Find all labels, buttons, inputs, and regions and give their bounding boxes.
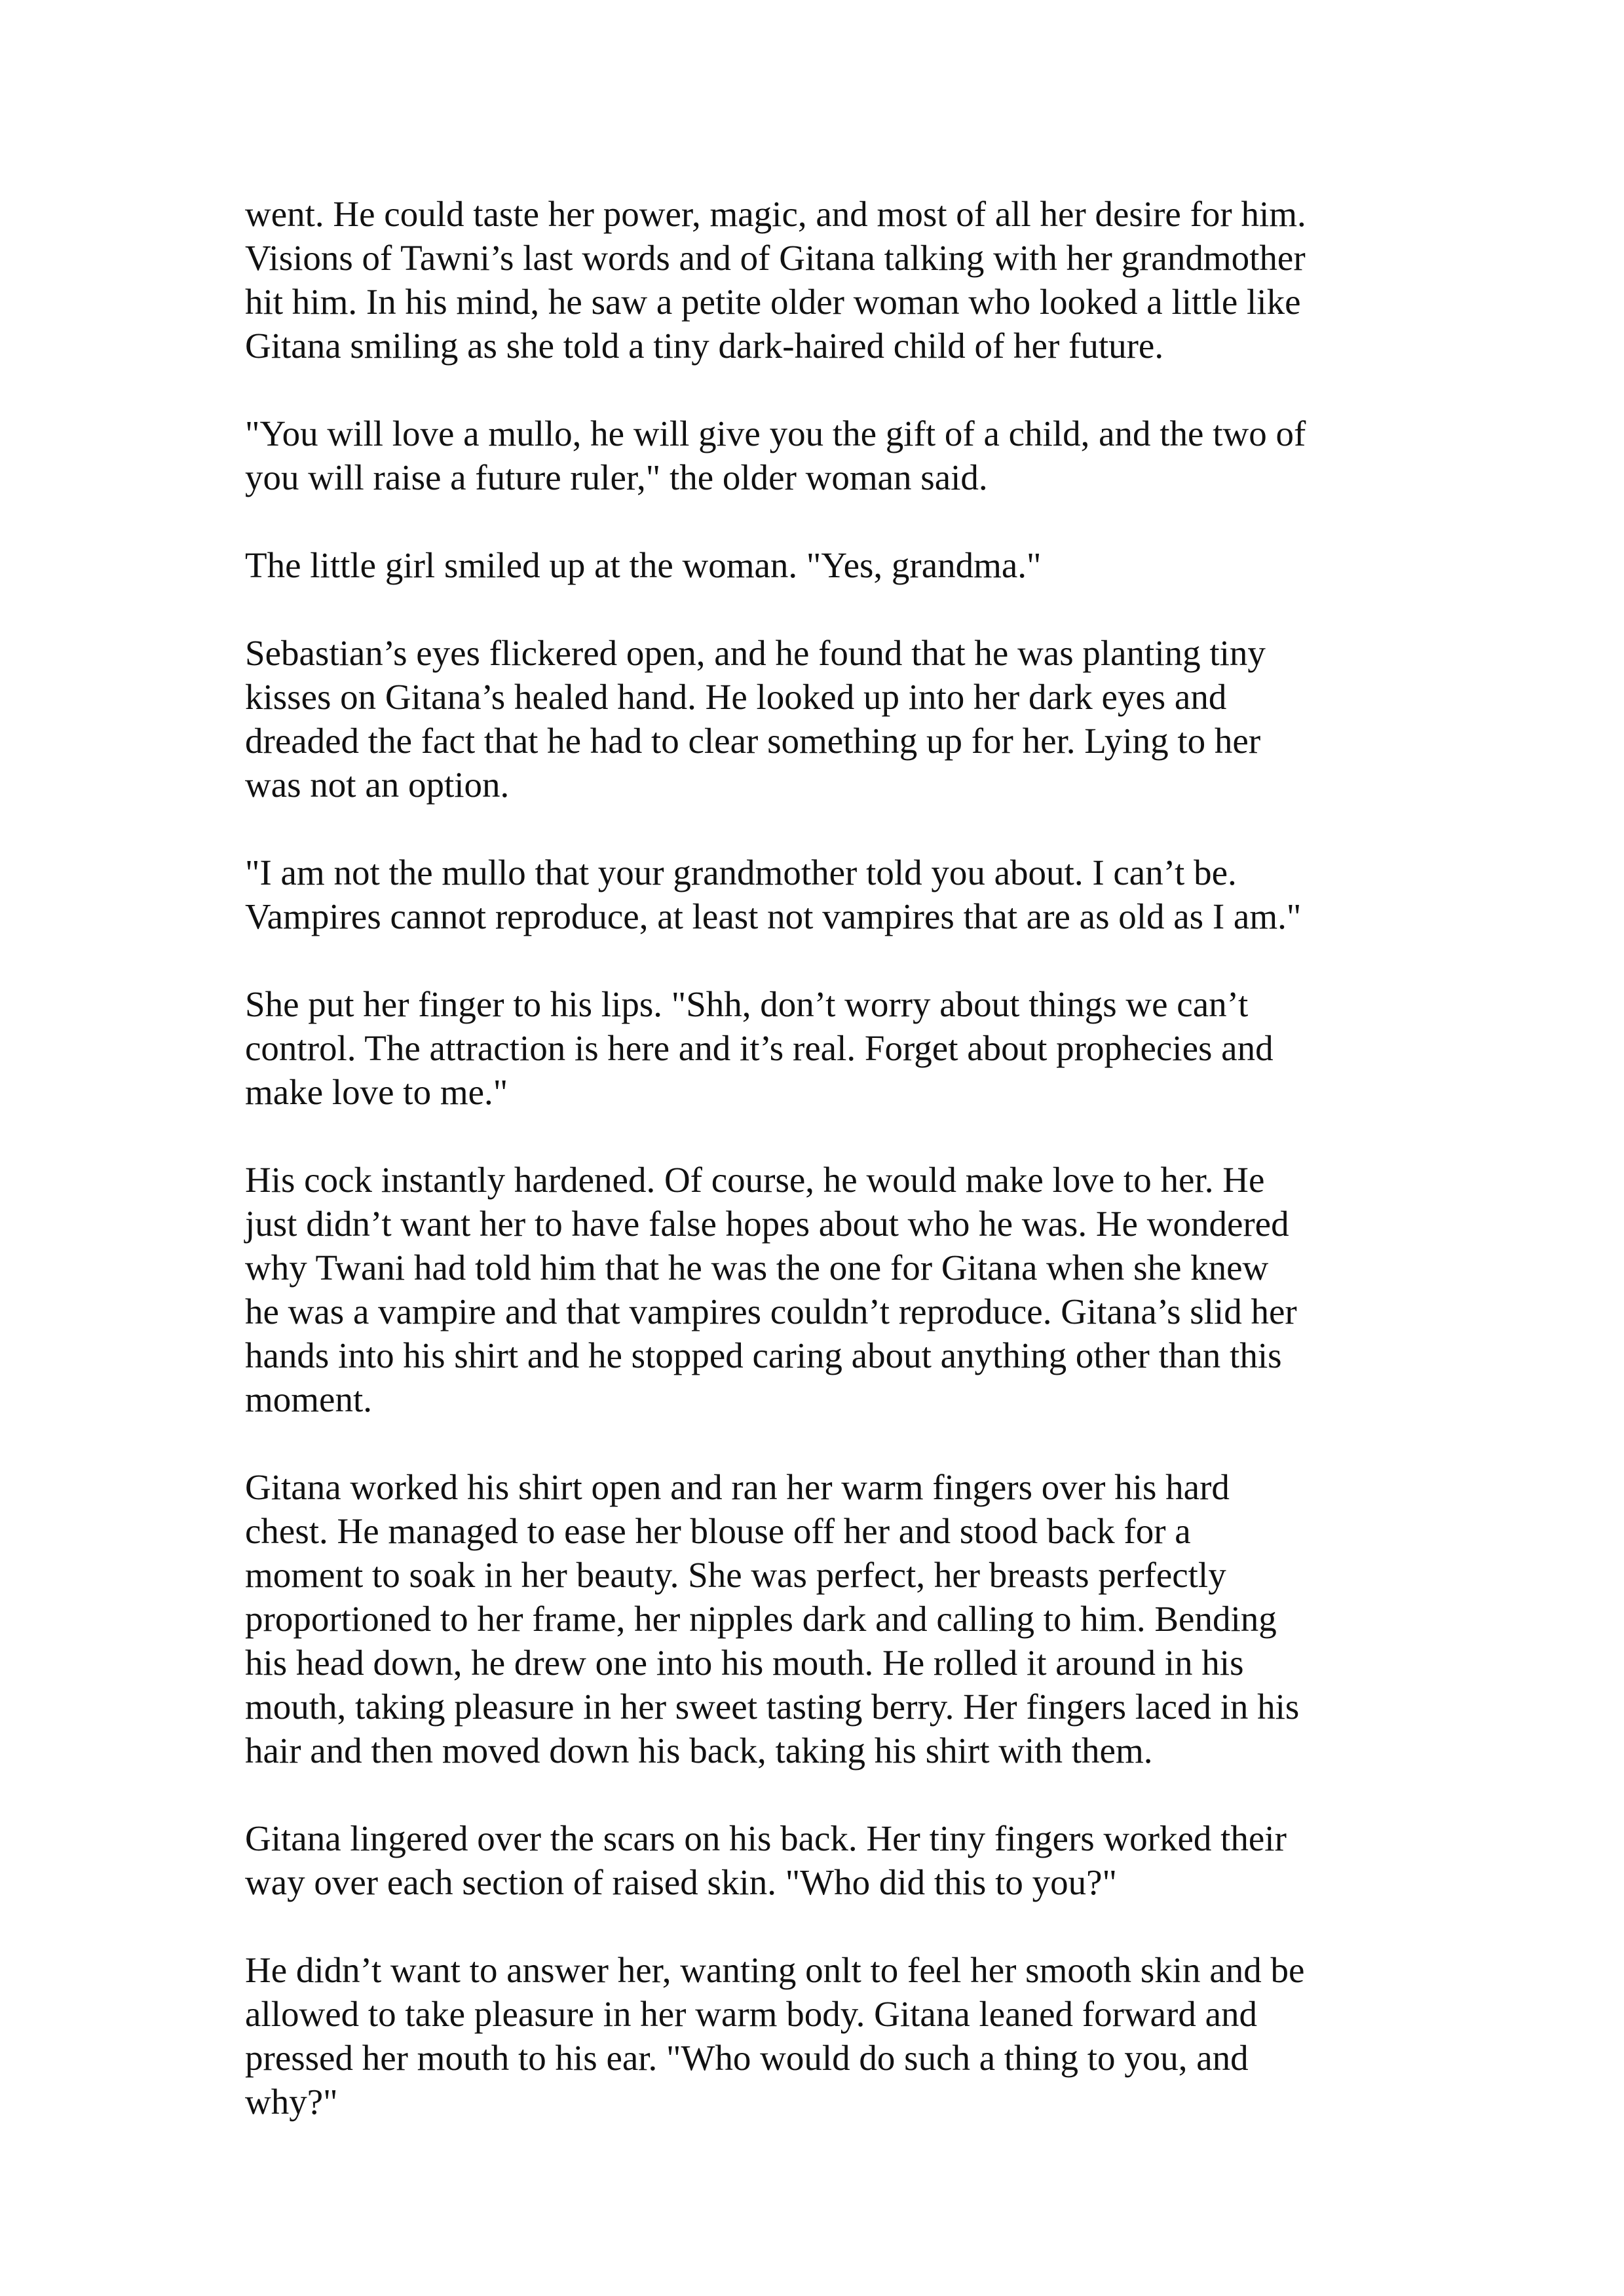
text-line: he was a vampire and that vampires couldn’t reproduce. Gitana’s slid her (245, 1292, 1297, 1331)
text-line: pressed her mouth to his ear. "Who would do such a thing to you, and (245, 2038, 1249, 2078)
text-line: why?" (245, 2082, 338, 2122)
text-line: "I am not the mullo that your grandmother told you about. I can’t be. (245, 852, 1237, 892)
text-line: His cock instantly hardened. Of course, he would make love to her. He (245, 1160, 1265, 1200)
text-line: "You will love a mullo, he will give you the gift of a child, and the two of (245, 413, 1306, 453)
text-line: just didn’t want her to have false hopes about who he was. He wondered (245, 1204, 1289, 1244)
text-line: proportioned to her frame, her nipples dark and calling to him. Bending (245, 1599, 1277, 1639)
paragraph (245, 1948, 1398, 2124)
text-line: why Twani had told him that he was the one for Gitana when she knew (245, 1248, 1269, 1288)
text-line: moment. (245, 1379, 373, 1419)
text-line: allowed to take pleasure in her warm body. Gitana leaned forward and (245, 1994, 1257, 2034)
text-line: his head down, he drew one into his mouth. He rolled it around in his (245, 1643, 1244, 1683)
paragraph (245, 543, 1398, 587)
text-line: chest. He managed to ease her blouse off her and stood back for a (245, 1511, 1191, 1551)
body-text (245, 192, 1398, 2168)
text-line: Gitana worked his shirt open and ran her warm fingers over his hard (245, 1467, 1230, 1507)
paragraph (245, 192, 1398, 368)
text-line: control. The attraction is here and it’s real. Forget about prophecies and (245, 1028, 1274, 1068)
paragraph (245, 1158, 1398, 1421)
text-line: He didn’t want to answer her, wanting onlt to feel her smooth skin and be (245, 1950, 1305, 1990)
paragraph (245, 1816, 1398, 1904)
text-line: went. He could taste her power, magic, and most of all her desire for him. (245, 194, 1306, 234)
text-line: Vampires cannot reproduce, at least not vampires that are as old as I am." (245, 896, 1302, 936)
text-line: kisses on Gitana’s healed hand. He looked up into her dark eyes and (245, 677, 1227, 717)
paragraph (245, 1465, 1398, 1772)
text-line: hands into his shirt and he stopped caring about anything other than this (245, 1335, 1282, 1375)
text-line: Sebastian’s eyes flickered open, and he found that he was planting tiny (245, 633, 1266, 673)
text-line: hit him. In his mind, he saw a petite older woman who looked a little like (245, 282, 1301, 322)
text-line: moment to soak in her beauty. She was perfect, her breasts perfectly (245, 1555, 1226, 1595)
text-line: Gitana lingered over the scars on his back. Her tiny fingers worked their (245, 1818, 1287, 1858)
text-line: was not an option. (245, 765, 510, 805)
text-line: dreaded the fact that he had to clear something up for her. Lying to her (245, 721, 1261, 761)
text-line: make love to me." (245, 1072, 508, 1112)
text-line: mouth, taking pleasure in her sweet tasting berry. Her fingers laced in his (245, 1687, 1300, 1727)
paragraph (245, 411, 1398, 499)
text-line: you will raise a future ruler," the older woman said. (245, 457, 988, 497)
text-line: Gitana smiling as she told a tiny dark-haired child of her future. (245, 326, 1164, 366)
text-line: way over each section of raised skin. "Who did this to you?" (245, 1862, 1117, 1902)
text-line: Visions of Tawni’s last words and of Gitana talking with her grandmother (245, 238, 1306, 278)
text-line: She put her finger to his lips. "Shh, don’t worry about things we can’t (245, 984, 1249, 1024)
paragraph (245, 851, 1398, 938)
text-line: The little girl smiled up at the woman. "Yes, grandma." (245, 545, 1042, 585)
paragraph (245, 631, 1398, 807)
text-line: hair and then moved down his back, taking his shirt with them. (245, 1731, 1153, 1770)
paragraph (245, 982, 1398, 1114)
